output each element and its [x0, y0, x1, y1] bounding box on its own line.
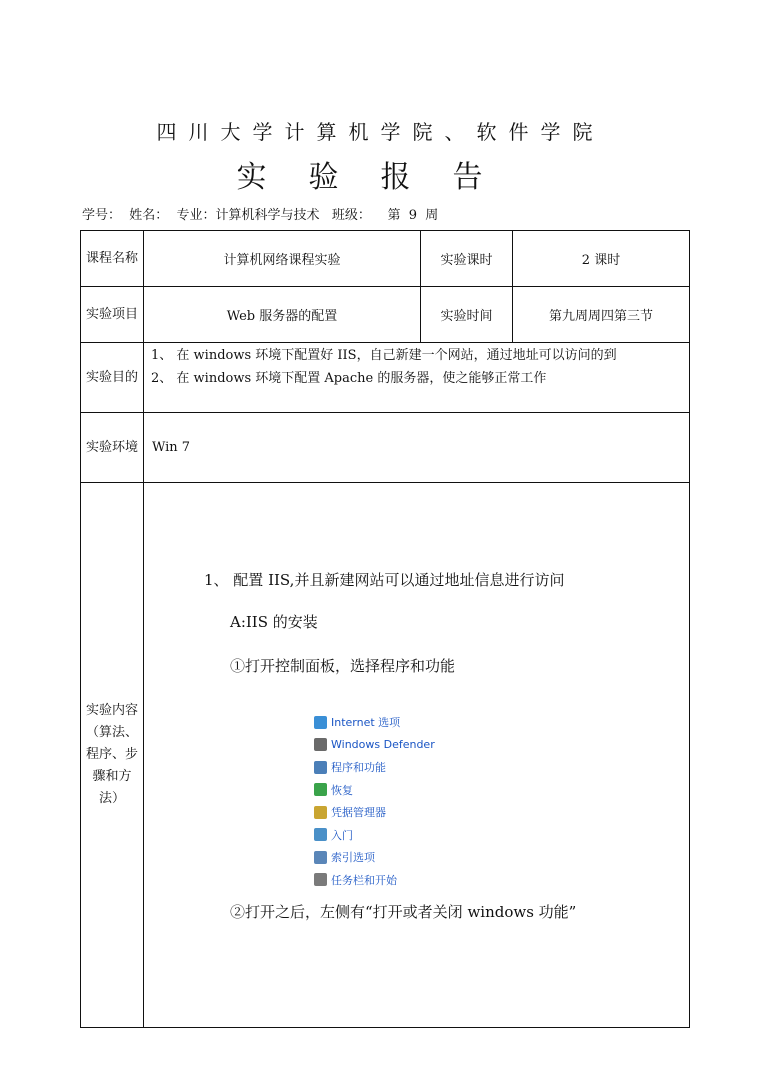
control-panel-screenshot — [314, 711, 464, 887]
purpose-label: 实验目的 — [81, 343, 144, 413]
project-label: 实验项目 — [81, 287, 144, 343]
control-panel-item-label: 恢复 — [331, 783, 353, 797]
control-panel-item[interactable] — [314, 846, 464, 869]
control-panel-item[interactable] — [314, 869, 464, 892]
indexing-options-icon — [314, 851, 327, 864]
hours-label: 实验课时 — [421, 231, 513, 287]
control-panel-item[interactable] — [314, 711, 464, 734]
recovery-icon — [314, 783, 327, 796]
credential-manager-icon — [314, 806, 327, 819]
getting-started-icon — [314, 828, 327, 841]
control-panel-item-label: 程序和功能 — [331, 761, 386, 775]
control-panel-item-label: 入门 — [331, 828, 353, 842]
control-panel-item-label: Internet 选项 — [331, 716, 401, 730]
control-panel-item[interactable] — [314, 824, 464, 847]
hours-value: 2 课时 — [513, 231, 690, 287]
report-title: 实验报告 — [236, 160, 525, 195]
environment-row — [81, 413, 690, 483]
course-value: 计算机网络课程实验 — [144, 231, 421, 287]
programs-features-icon — [314, 761, 327, 774]
internet-options-icon — [314, 716, 327, 729]
report-institution-title: 四川大学计算机学院、软件学院 — [156, 120, 605, 144]
control-panel-item[interactable] — [314, 756, 464, 779]
time-label: 实验时间 — [421, 287, 513, 343]
course-label: 课程名称 — [81, 231, 144, 287]
purpose-list — [144, 343, 690, 413]
student-info-line: 学号： 姓名： 专业：计算机科学与技术 班级： 第 9 周 — [82, 208, 439, 223]
control-panel-item-label: 凭据管理器 — [331, 806, 386, 820]
course-row — [81, 231, 690, 287]
windows-defender-icon — [314, 738, 327, 751]
content-row — [81, 483, 690, 1028]
control-panel-item[interactable] — [314, 801, 464, 824]
purpose-item-2: 2、 在 windows 环境下配置 Apache 的服务器，使之能够正常工作 — [151, 371, 547, 386]
environment-label: 实验环境 — [81, 413, 144, 483]
environment-value: Win 7 — [144, 413, 690, 483]
report-table — [80, 230, 690, 1028]
step-1b-text: ①打开控制面板，选择程序和功能 — [230, 657, 456, 675]
control-panel-item-label: 索引选项 — [331, 851, 375, 865]
step-1-text: 1、 配置 IIS,并且新建网站可以通过地址信息进行访问 — [204, 571, 565, 589]
content-cell — [144, 483, 690, 1028]
control-panel-item[interactable] — [314, 734, 464, 757]
content-label: 实验内容（算法、程序、步骤和方法） — [81, 483, 144, 1028]
purpose-item-1: 1、 在 windows 环境下配置好 IIS，自己新建一个网站，通过地址可以访问的到 — [151, 348, 617, 363]
control-panel-item-label: 任务栏和开始 — [331, 873, 397, 887]
control-panel-item[interactable] — [314, 779, 464, 802]
project-value: Web 服务器的配置 — [144, 287, 421, 343]
step-2-text: ②打开之后，左侧有“打开或者关闭 windows 功能” — [230, 903, 577, 921]
purpose-row — [81, 343, 690, 413]
project-row — [81, 287, 690, 343]
taskbar-icon — [314, 873, 327, 886]
time-value: 第九周周四第三节 — [513, 287, 690, 343]
control-panel-item-label: Windows Defender — [331, 738, 435, 752]
step-1a-text: A:IIS 的安装 — [230, 613, 318, 631]
